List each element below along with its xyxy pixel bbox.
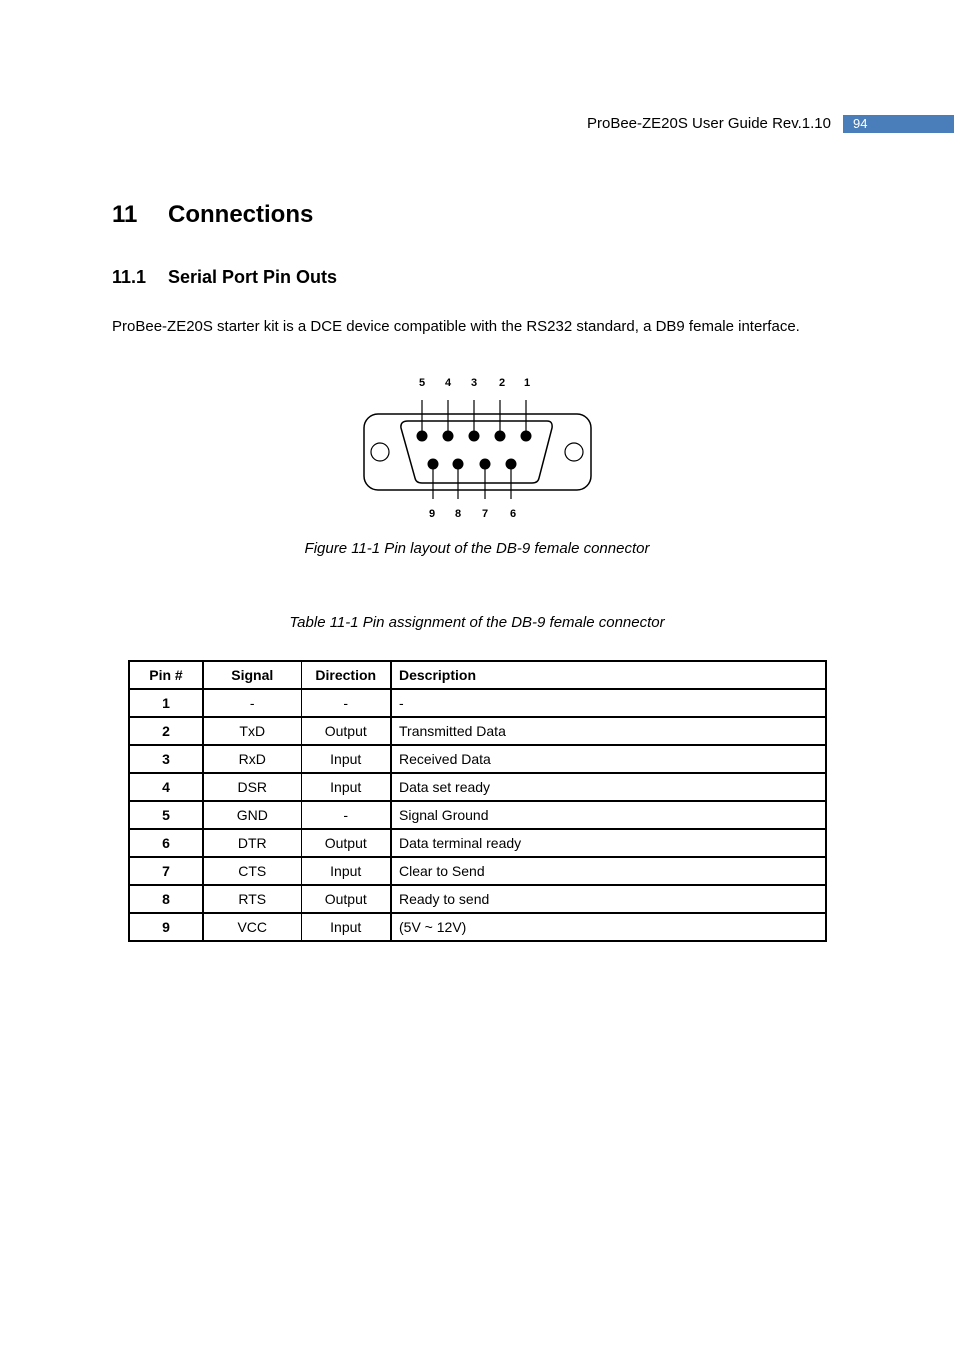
chapter-number: 11 [112, 201, 138, 228]
section-title: Serial Port Pin Outs [168, 267, 338, 287]
cell-description: Data set ready [391, 773, 826, 801]
figure-caption: Figure 11-1 Pin layout of the DB-9 female connector [304, 540, 650, 557]
pin-6 [506, 459, 517, 470]
cell-direction: Input [301, 857, 391, 885]
table-row [129, 829, 826, 857]
section-heading [112, 265, 337, 289]
pin-label-1: 1 [523, 377, 531, 389]
cell-description: Data terminal ready [391, 829, 826, 857]
cell-signal: RTS [203, 885, 301, 913]
cell-signal: VCC [203, 913, 301, 941]
cell-direction: Output [301, 885, 391, 913]
table-row [129, 913, 826, 941]
pin-label-9: 9 [428, 508, 436, 520]
table-row [129, 773, 826, 801]
cell-signal: RxD [203, 745, 301, 773]
connector-d-shape [401, 421, 552, 483]
db9-connector-diagram [362, 366, 594, 530]
pin-4 [443, 431, 454, 442]
pin-assignment-table [128, 660, 827, 942]
cell-signal: DSR [203, 773, 301, 801]
cell-description: Clear to Send [391, 857, 826, 885]
cell-pin: 6 [129, 829, 203, 857]
cell-description: - [391, 689, 826, 717]
header-signal: Signal [203, 661, 301, 689]
cell-signal: TxD [203, 717, 301, 745]
cell-pin: 8 [129, 885, 203, 913]
pin-label-3: 3 [470, 377, 478, 389]
table-row [129, 717, 826, 745]
table-row [129, 745, 826, 773]
cell-pin: 2 [129, 717, 203, 745]
cell-pin: 3 [129, 745, 203, 773]
table-header-row [129, 661, 826, 689]
cell-direction: Output [301, 717, 391, 745]
pin-label-6: 6 [509, 508, 517, 520]
cell-direction: - [301, 689, 391, 717]
pin-label-8: 8 [454, 508, 462, 520]
cell-pin: 9 [129, 913, 203, 941]
header-direction: Direction [301, 661, 391, 689]
cell-direction: - [301, 801, 391, 829]
page-number-badge: 94 [843, 115, 954, 133]
cell-signal: DTR [203, 829, 301, 857]
pin-label-7: 7 [481, 508, 489, 520]
cell-signal: CTS [203, 857, 301, 885]
cell-signal: GND [203, 801, 301, 829]
chapter-title: Connections [168, 201, 314, 228]
cell-direction: Output [301, 829, 391, 857]
mounting-hole-left [371, 443, 389, 461]
cell-pin: 5 [129, 801, 203, 829]
cell-direction: Input [301, 773, 391, 801]
cell-description: Ready to send [391, 885, 826, 913]
table-caption: Table 11-1 Pin assignment of the DB-9 female connector [289, 614, 665, 631]
pin-9 [428, 459, 439, 470]
pin-1 [521, 431, 532, 442]
pin-5 [417, 431, 428, 442]
cell-pin: 7 [129, 857, 203, 885]
pin-label-4: 4 [444, 377, 452, 389]
cell-direction: Input [301, 745, 391, 773]
cell-signal: - [203, 689, 301, 717]
cell-description: Transmitted Data [391, 717, 826, 745]
header-pin: Pin # [129, 661, 203, 689]
cell-description: (5V ~ 12V) [391, 913, 826, 941]
cell-pin: 4 [129, 773, 203, 801]
cell-description: Received Data [391, 745, 826, 773]
section-number: 11.1 [112, 267, 147, 287]
pin-2 [495, 431, 506, 442]
cell-pin: 1 [129, 689, 203, 717]
table-row [129, 801, 826, 829]
pin-3 [469, 431, 480, 442]
pin-7 [480, 459, 491, 470]
mounting-hole-right [565, 443, 583, 461]
table-row [129, 885, 826, 913]
pin-8 [453, 459, 464, 470]
pin-label-2: 2 [498, 377, 506, 389]
intro-paragraph: ProBee-ZE20S starter kit is a DCE device compatible with the RS232 standard, a DB9 female interface. [112, 318, 800, 335]
chapter-heading [112, 200, 313, 230]
cell-description: Signal Ground [391, 801, 826, 829]
table-row [129, 689, 826, 717]
cell-direction: Input [301, 913, 391, 941]
running-header: ProBee-ZE20S User Guide Rev.1.10 [586, 115, 831, 132]
pin-label-5: 5 [418, 377, 426, 389]
header-description: Description [391, 661, 826, 689]
table-row [129, 857, 826, 885]
